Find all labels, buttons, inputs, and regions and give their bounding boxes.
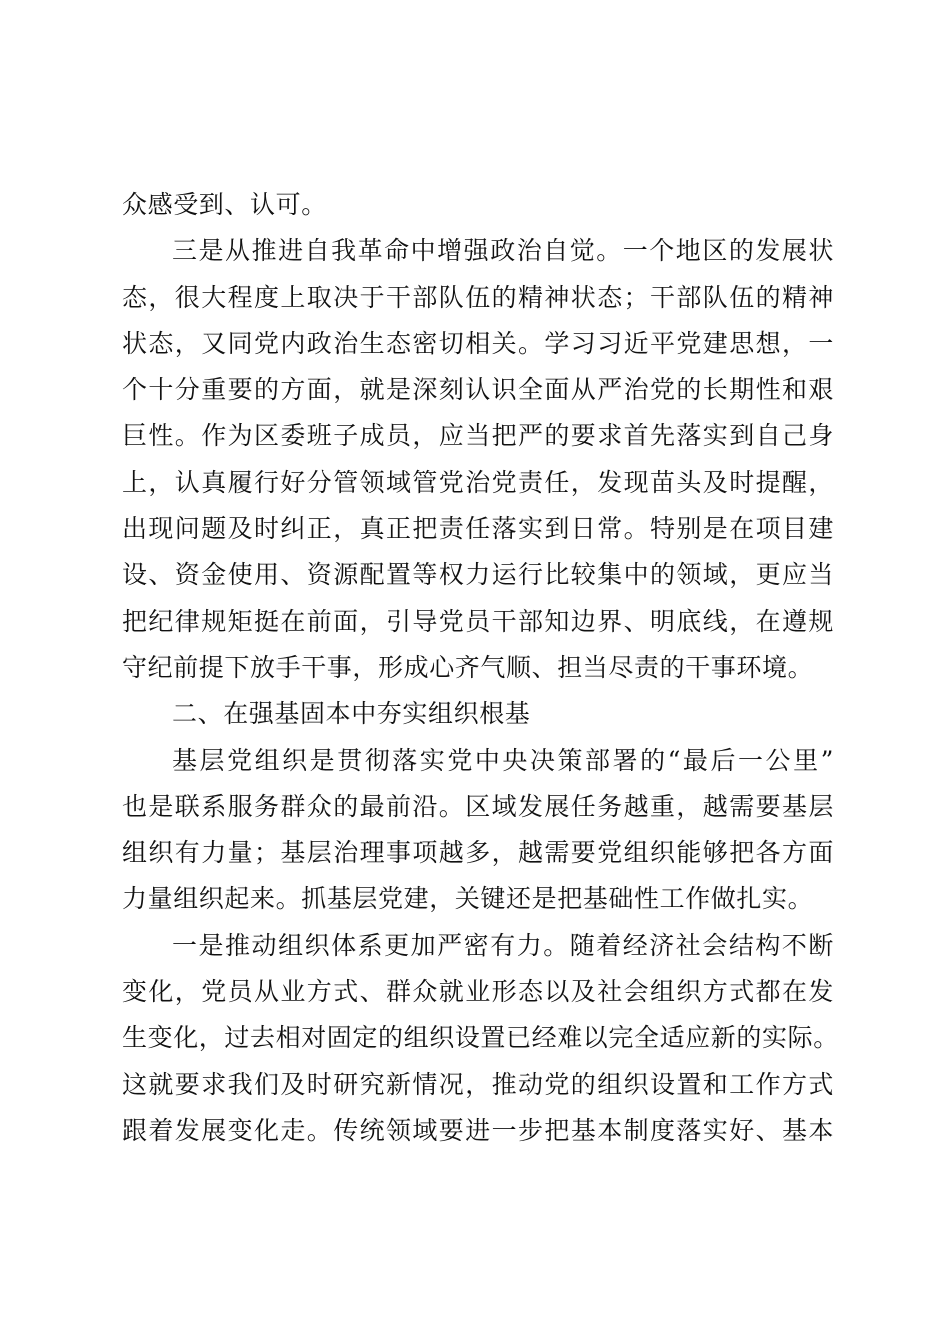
text-line: 上，认真履行好分管领域管党治党责任，发现苗头及时提醒， xyxy=(122,467,834,497)
section-heading: 二、在强基固本中夯实组织根基 xyxy=(172,699,531,729)
text-line: 也是联系服务群众的最前沿。区域发展任务越重，越需要基层 xyxy=(122,791,834,821)
text-line: 一是推动组织体系更加严密有力。随着经济社会结构不断 xyxy=(172,930,834,960)
text-line: 设、资金使用、资源配置等权力运行比较集中的领域，更应当 xyxy=(122,560,834,590)
text-line: 变化，党员从业方式、群众就业形态以及社会组织方式都在发 xyxy=(122,977,834,1007)
text-line: 出现问题及时纠正，真正把责任落实到日常。特别是在项目建 xyxy=(122,514,834,544)
text-line: 跟着发展变化走。传统领域要进一步把基本制度落实好、基本 xyxy=(122,1115,834,1145)
text-line: 三是从推进自我革命中增强政治自觉。一个地区的发展状 xyxy=(172,236,834,266)
text-line: 状态，又同党内政治生态密切相关。学习习近平党建思想，一 xyxy=(122,328,834,358)
document-body xyxy=(122,182,839,1154)
text-line: 基层党组织是贯彻落实党中央决策部署的“最后一公里” xyxy=(172,745,834,775)
text-line: 巨性。作为区委班子成员，应当把严的要求首先落实到自己身 xyxy=(122,421,834,451)
text-line: 力量组织起来。抓基层党建，关键还是把基础性工作做扎实。 xyxy=(122,884,814,914)
text-line: 组织有力量；基层治理事项越多，越需要党组织能够把各方面 xyxy=(122,838,834,868)
text-line: 把纪律规矩挺在前面，引导党员干部知边界、明底线，在遵规 xyxy=(122,606,834,636)
text-line: 态，很大程度上取决于干部队伍的精神状态；干部队伍的精神 xyxy=(122,282,834,312)
text-line: 守纪前提下放手干事，形成心齐气顺、担当尽责的干事环境。 xyxy=(122,652,814,682)
text-line: 生变化，过去相对固定的组织设置已经难以完全适应新的实际。 xyxy=(122,1023,839,1053)
text-line: 个十分重要的方面，就是深刻认识全面从严治党的长期性和艰 xyxy=(122,375,834,405)
text-line: 这就要求我们及时研究新情况，推动党的组织设置和工作方式 xyxy=(122,1069,834,1099)
text-line: 众感受到、认可。 xyxy=(122,190,327,219)
